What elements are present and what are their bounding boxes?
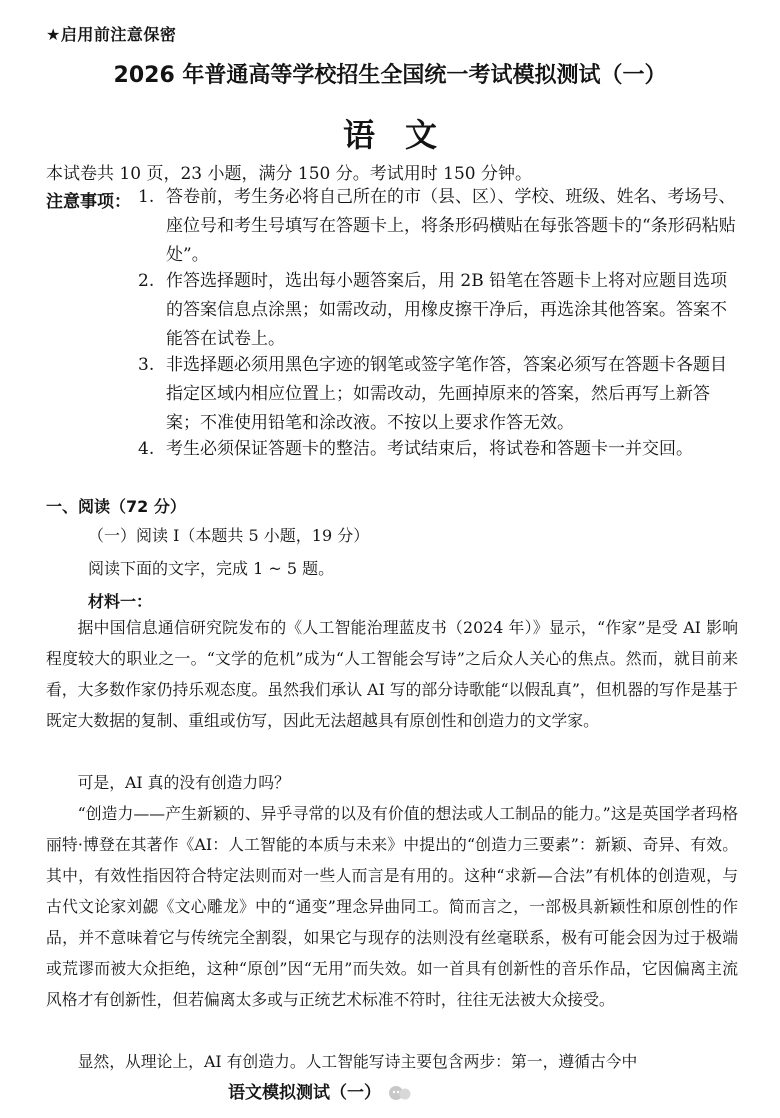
- note-item: [138, 435, 738, 464]
- note-item: [138, 351, 738, 438]
- note-number: 2.: [138, 271, 155, 291]
- note-text: 非选择题必须用黑色字迹的钢笔或签字笔作答，答案必须写在答题卡各题目指定区域内相应位置上；如需改动，先画掉原来的答案，然后再写上新答案；不准使用铅笔和涂改液。不按以上要求作答无效。: [166, 355, 727, 433]
- note-number: 1.: [138, 187, 155, 207]
- passage-paragraph: “创造力——产生新颖的、异乎寻常的以及有价值的想法或人工制品的能力。”这是英国学者玛格丽特·博登在其著作《AI：人工智能的本质与未来》中提出的“创造力三要素”：新颖、奇异、有效。其中，有效性指因符合特定法则而对一些人而言是有用的。这种“求新—合法”有机体的创造观，与古代文论家刘勰《文心雕龙》中的“通变”理念异曲同工。简而言之，一部极具新颖性和原创性的作品，并不意味着它与传统完全割裂，如果它与现存的法则没有丝毫联系，极有可能会因为过于极端或荒谬而被大众拒绝，这种“原创”因“无用”而失效。如一首具有创新性的音乐作品，它因偏离主流风格才有创新性，但若偏离太多或与正统艺术标准不符时，往往无法被大众接受。: [46, 804, 738, 1009]
- notes-label: 注意事项：: [46, 192, 131, 212]
- note-number: 3.: [138, 355, 155, 375]
- passage-paragraph: 据中国信息通信研究院发布的《人工智能治理蓝皮书（2024 年）》显示，“作家”是受 AI 影响程度较大的职业之一。“文学的危机”成为“人工智能会写诗”之后众人关心的焦点。然而，就目前来看，大多数作家仍持乐观态度。虽然我们承认 AI 写的部分诗歌能“以假乱真”，但机器的写作是基于既定大数据的复制、重组或仿写，因此无法超越具有原创性和创造力的文学家。: [46, 618, 738, 730]
- watermark-icon: [387, 1083, 413, 1103]
- note-item: [138, 267, 738, 354]
- exam-intro: 本试卷共 10 页，23 小题，满分 150 分。考试用时 150 分钟。: [46, 164, 532, 184]
- subject-title: 语文: [342, 116, 467, 154]
- note-text: 作答选择题时，选出每小题答案后，用 2B 铅笔在答题卡上将对应题目选项的答案信息点涂黑；如需改动，用橡皮擦干净后，再选涂其他答案。答案不能答在试卷上。: [166, 271, 728, 349]
- passage-paragraph: 可是，AI 真的没有创造力吗？: [77, 773, 290, 792]
- note-number: 4.: [138, 439, 155, 459]
- footer-label: 语文模拟测试（一）: [228, 1083, 381, 1103]
- confidential-mark: ★启用前注意保密: [46, 25, 177, 44]
- page-footer: [228, 1078, 413, 1103]
- passage-paragraph: 显然，从理论上，AI 有创造力。人工智能写诗主要包含两步：第一，遵循古今中: [77, 1052, 638, 1071]
- subsection-heading: （一）阅读 I（本题共 5 小题，19 分）: [88, 526, 370, 545]
- exam-title: 2026 年普通高等学校招生全国统一考试模拟测试（一）: [113, 63, 667, 88]
- reading-instruction: 阅读下面的文字，完成 1 ~ 5 题。: [88, 559, 335, 578]
- section-heading: 一、阅读（72 分）: [46, 497, 186, 516]
- note-text: 考生必须保证答题卡的整洁。考试结束后，将试卷和答题卡一并交回。: [166, 439, 693, 459]
- note-text: 答卷前，考生务必将自己所在的市（县、区）、学校、班级、姓名、考场号、座位号和考生号填写在答题卡上，将条形码横贴在每张答题卡的“条形码粘贴处”。: [166, 187, 736, 265]
- note-item: [138, 183, 738, 270]
- material-label: 材料一：: [88, 592, 153, 611]
